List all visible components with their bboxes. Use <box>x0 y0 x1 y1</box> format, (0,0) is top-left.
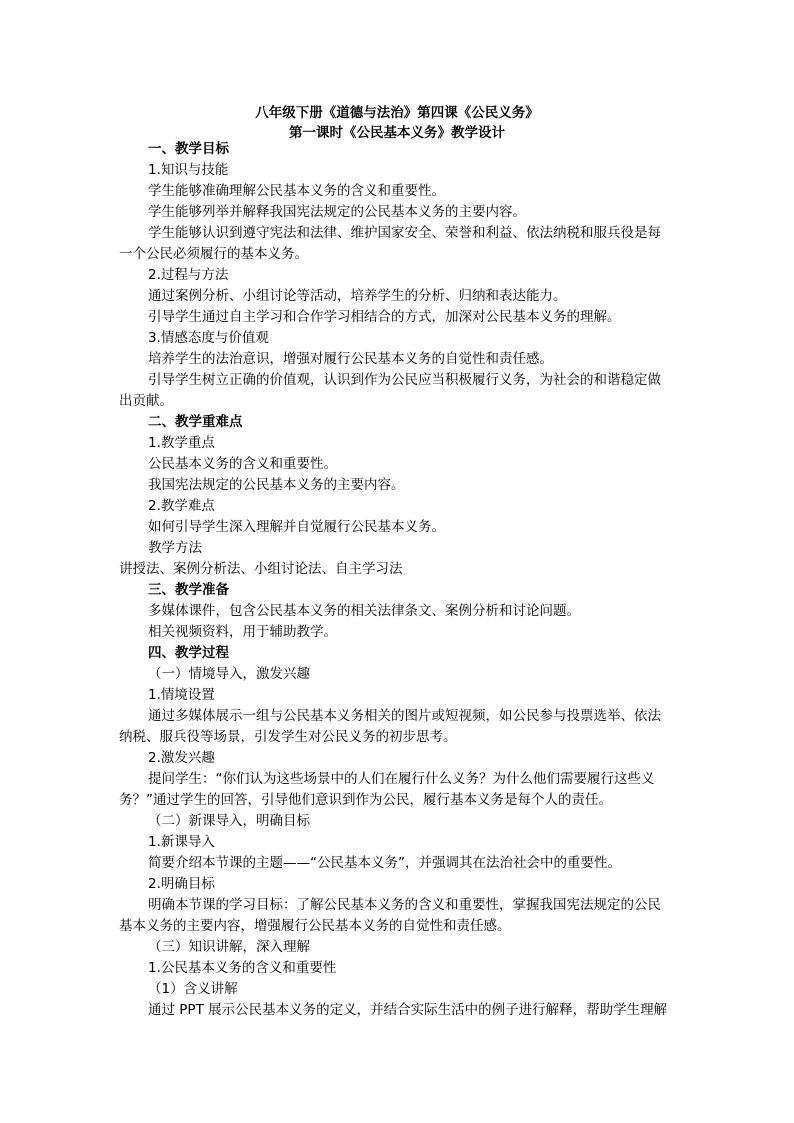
section-heading: 一、教学目标 <box>148 141 229 157</box>
section-heading: 二、教学重难点 <box>148 414 243 430</box>
paragraph-line: 讲授法、案例分析法、小组讨论法、自主学习法 <box>119 561 403 577</box>
paragraph-line: 出贡献。 <box>119 393 173 409</box>
paragraph-line: 明确本节课的学习目标：了解公民基本义务的含义和重要性，掌握我国宪法规定的公民 <box>148 897 661 913</box>
section-heading: 三、教学准备 <box>148 582 229 598</box>
subheading: 1.知识与技能 <box>148 162 229 178</box>
subheading: 1.情境设置 <box>148 687 215 703</box>
subheading: 3.情感态度与价值观 <box>148 330 269 346</box>
paragraph-line: 一个公民必须履行的基本义务。 <box>119 246 308 262</box>
subheading: 1.新课导入 <box>148 834 215 850</box>
paragraph-line: 基本义务的主要内容，增强履行公民基本义务的自觉性和责任感。 <box>119 918 511 934</box>
document-subtitle: 第一课时《公民基本义务》教学设计 <box>289 125 505 141</box>
paragraph-line: 通过多媒体展示一组与公民基本义务相关的图片或短视频，如公民参与投票选举、依法 <box>148 708 661 724</box>
paragraph-line: 公民基本义务的含义和重要性。 <box>148 456 337 472</box>
paragraph-line: 学生能够认识到遵守宪法和法律、维护国家安全、荣誉和利益、依法纳税和服兵役是每 <box>148 225 661 241</box>
paragraph-line: 通过案例分析、小组讨论等活动，培养学生的分析、归纳和表达能力。 <box>148 288 567 304</box>
subheading: 2.激发兴趣 <box>148 750 215 766</box>
paragraph-line: 通过 PPT 展示公民基本义务的定义，并结合实际生活中的例子进行解释，帮助学生理解 <box>148 1002 668 1018</box>
paragraph-line: 引导学生通过自主学习和合作学习相结合的方式，加深对公民基本义务的理解。 <box>148 309 621 325</box>
paragraph-line: 提问学生：“你们认为这些场景中的人们在履行什么义务？为什么他们需要履行这些义 <box>148 771 655 787</box>
section-heading: 四、教学过程 <box>148 645 229 661</box>
paragraph-line: 纳税、服兵役等场景，引发学生对公民义务的初步思考。 <box>119 729 457 745</box>
paragraph-line: 学生能够列举并解释我国宪法规定的公民基本义务的主要内容。 <box>148 204 526 220</box>
paragraph-line: 务？”通过学生的回答，引导他们意识到作为公民，履行基本义务是每个人的责任。 <box>119 792 612 808</box>
subheading: （二）新课导入，明确目标 <box>148 813 310 829</box>
subheading: 2.教学难点 <box>148 498 215 514</box>
paragraph-line: 简要介绍本节课的主题——“公民基本义务”，并强调其在法治社会中的重要性。 <box>148 855 621 871</box>
subheading: 1.公民基本义务的含义和重要性 <box>148 960 337 976</box>
paragraph-line: 培养学生的法治意识，增强对履行公民基本义务的自觉性和责任感。 <box>148 351 553 367</box>
document-title: 八年级下册《道德与法治》第四课《公民义务》 <box>255 105 539 121</box>
paragraph-line: 我国宪法规定的公民基本义务的主要内容。 <box>148 477 405 493</box>
paragraph-line: 学生能够准确理解公民基本义务的含义和重要性。 <box>148 183 445 199</box>
subheading: 2.明确目标 <box>148 876 215 892</box>
paragraph-line: 相关视频资料，用于辅助教学。 <box>148 624 337 640</box>
subheading: （一）情境导入，激发兴趣 <box>148 666 310 682</box>
subheading: （三）知识讲解，深入理解 <box>148 939 310 955</box>
subheading: （1）含义讲解 <box>148 981 238 997</box>
subheading: 教学方法 <box>148 540 202 556</box>
paragraph-line: 多媒体课件，包含公民基本义务的相关法律条文、案例分析和讨论问题。 <box>148 603 580 619</box>
paragraph-line: 引导学生树立正确的价值观，认识到作为公民应当积极履行义务，为社会的和谐稳定做 <box>148 372 661 388</box>
subheading: 2.过程与方法 <box>148 267 229 283</box>
subheading: 1.教学重点 <box>148 435 215 451</box>
paragraph-line: 如何引导学生深入理解并自觉履行公民基本义务。 <box>148 519 445 535</box>
